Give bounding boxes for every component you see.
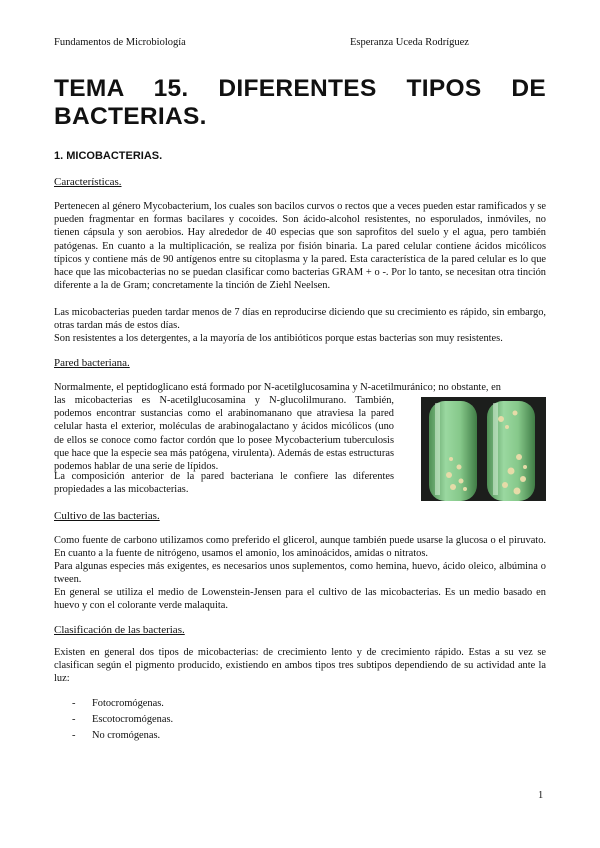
list-item: - Fotocromógenas. xyxy=(72,698,164,709)
cultivo-heading: Cultivo de las bacterias. xyxy=(54,510,160,522)
bacteria-culture-tubes-image xyxy=(421,397,546,501)
list-item: - Escotocromógenas. xyxy=(72,714,174,725)
pared-paragraph-1-rest: las micobacterias es N-acetilglucosamina y N-glucolilmurano. También, podemos encontrar sustancias como el arabinomanano que atraviesa la pared celular hasta el exterior, moléculas de arabinogalactano y ácidos micólicos (uno de ellos se conoce como factor cordón que lo posee Mycobacterium tuberculosis que hace que la especie sea más patógena, virulenta). Además de estas estructuras podemos hablar de una serie de lípidos. xyxy=(54,395,394,473)
caracteristicas-paragraph-1: Pertenecen al género Mycobacterium, los cuales son bacilos curvos o rectos que a veces pueden estar ramificados y se pueden fragmentar en formas bacilares y cocoides. Son ácido-alcohol resistentes, no esporulados, inmóviles, no tienen cápsula y son aerobios. Hay alrededor de 40 especias que son saprofitos del suelo y el agua, pero también patógenas. En cuanto a la multiplicación, se realiza por fisión binaria. La pared celular contiene ácidos micólicos típicos y contiene más de 90 antígenos entre su citoplasma y la pared. Esta característica de la pared celular es lo que hace que las micobacterias no se puedan clasificar como bacterias GRAM + o -. Por lo tanto, se necesitan otra tinción diferente a la de Gram; concretamente la tinción de Ziehl Neelsen. xyxy=(54,201,546,292)
clasificacion-paragraph: Existen en general dos tipos de micobacterias: de crecimiento lento y de crecimiento rápido. Estas a su vez se clasifican según el pigmento producido, existiendo en ambos tipos tres subtipos dependiendo de su actividad ante la luz: xyxy=(54,647,546,685)
pared-heading: Pared bacteriana. xyxy=(54,357,130,369)
pared-paragraph-2: La composición anterior de la pared bacteriana le confiere las diferentes propiedades a las micobacterias. xyxy=(54,471,394,496)
page-title: TEMA 15. DIFERENTES TIPOS DE BACTERIAS. xyxy=(54,75,546,130)
header-left: Fundamentos de Microbiología xyxy=(54,37,186,48)
cultivo-paragraph-2: Para algunas especies más exigentes, es necesarios unos suplementos, como hemina, huevo, ácido oleico, albúmina o tween. xyxy=(54,561,546,586)
pared-paragraph-1-line: Normalmente, el peptidoglicano está formado por N-acetilglucosamina y N-acetilmuránico; no obstante, en xyxy=(54,382,501,393)
caracteristicas-paragraph-3: Son resistentes a los detergentes, a la mayoría de los antibióticos porque estas bacterias son muy resistentes. xyxy=(54,333,503,344)
cultivo-paragraph-1: Como fuente de carbono utilizamos como preferido el glicerol, aunque también puede usarse la glucosa o el piruvato. En cuanto a la fuente de nitrógeno, usamos el amonio, los aminoácidos, amidas o nitratos. xyxy=(54,535,546,560)
caracteristicas-heading: Características. xyxy=(54,176,122,188)
list-item: - No cromógenas. xyxy=(72,730,161,741)
cultivo-paragraph-3: En general se utiliza el medio de Lowenstein-Jensen para el cultivo de las micobacterias. Es un medio basado en huevo y con el colorante verde malaquita. xyxy=(54,587,546,612)
page-number: 1 xyxy=(538,790,544,801)
caracteristicas-paragraph-2: Las micobacterias pueden tardar menos de 7 días en reproducirse diciendo que su crecimiento es rápido, sin embargo, otras tardan más de estos días. xyxy=(54,307,546,332)
clasificacion-heading: Clasificación de las bacterias. xyxy=(54,624,185,636)
section-heading: 1. MICOBACTERIAS. xyxy=(54,150,163,162)
header-right: Esperanza Uceda Rodríguez xyxy=(350,37,469,48)
